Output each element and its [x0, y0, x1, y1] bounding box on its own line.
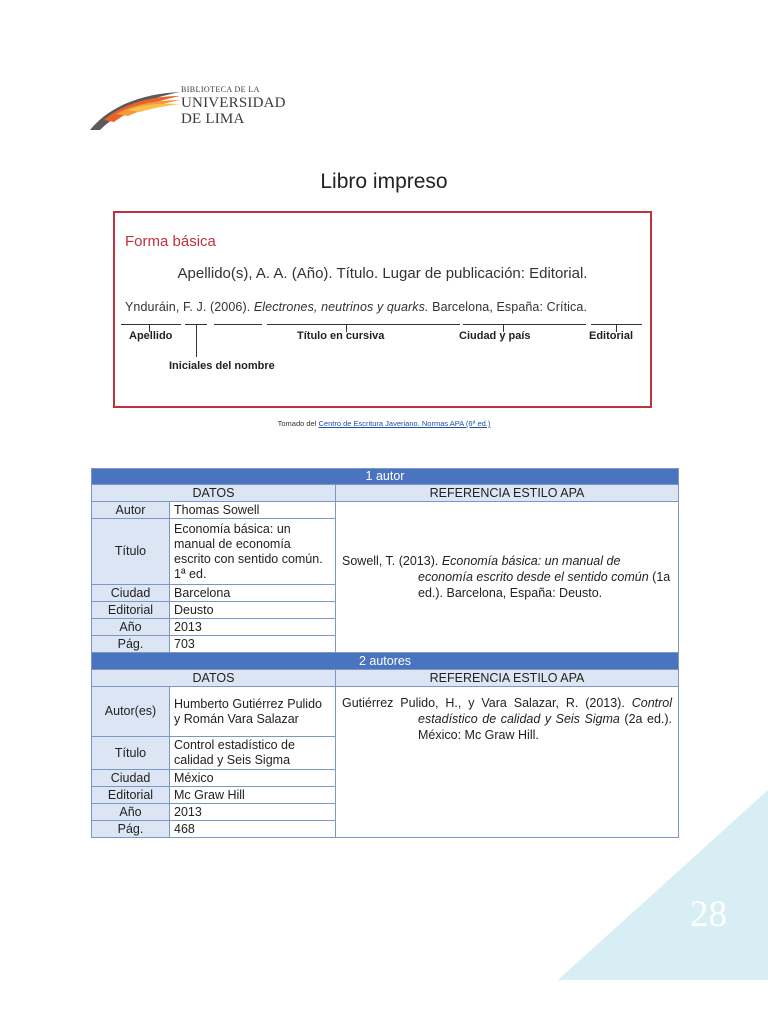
row-value: Humberto Gutiérrez Pulido y Román Vara Salazar [170, 687, 336, 737]
row-value: 468 [170, 821, 336, 838]
logo-line-2: UNIVERSIDAD [181, 95, 286, 111]
row-value: Barcelona [170, 585, 336, 602]
ref-title: Economía básica: un manual de economía escrito desde el sentido común [418, 554, 649, 584]
logo-line-1: BIBLIOTECA DE LA [181, 85, 260, 94]
label-ciudad: Ciudad y país [459, 330, 531, 342]
row-key: Autor(es) [92, 687, 170, 737]
row-key: Pág. [92, 636, 170, 653]
ref-author: Gutiérrez Pulido, H., y Vara Salazar, R. (2013). [342, 696, 632, 710]
example-publisher: Barcelona, España: Crítica. [428, 300, 588, 314]
label-editorial: Editorial [589, 330, 634, 342]
source-prefix: Tomado del [277, 419, 319, 428]
page-number: 28 [690, 894, 727, 935]
section-header-1-autor: 1 autor [92, 469, 679, 485]
logo-line-3: DE LIMA [181, 111, 245, 127]
col-header-referencia: REFERENCIA ESTILO APA [336, 670, 679, 687]
section-header-2-autores: 2 autores [92, 653, 679, 670]
ref-author: Sowell, T. (2013). [342, 554, 442, 568]
row-key: Ciudad [92, 770, 170, 787]
row-value: Economía básica: un manual de economía escrito con sentido común. 1ª ed. [170, 519, 336, 585]
row-value: 2013 [170, 804, 336, 821]
row-key: Editorial [92, 602, 170, 619]
row-value: Mc Graw Hill [170, 787, 336, 804]
row-key: Ciudad [92, 585, 170, 602]
row-value: Deusto [170, 602, 336, 619]
citation-formula: Apellido(s), A. A. (Año). Título. Lugar de publicación: Editorial. [177, 265, 588, 282]
row-key: Pág. [92, 821, 170, 838]
box-title: Forma básica [125, 233, 216, 250]
ref-title: Control estadístico de calidad y Seis Sigma [418, 696, 673, 726]
row-value: Thomas Sowell [170, 502, 336, 519]
example-author: Ynduráin, F. J. (2006). [125, 300, 254, 314]
label-apellido: Apellido [129, 330, 173, 342]
row-value: México [170, 770, 336, 787]
label-iniciales: Iniciales del nombre [169, 360, 275, 372]
col-header-datos: DATOS [92, 670, 336, 687]
col-header-datos: DATOS [92, 485, 336, 502]
row-value: 703 [170, 636, 336, 653]
label-titulo: Título en cursiva [297, 330, 385, 342]
page-title: Libro impreso [320, 170, 448, 193]
ref-rest: (2a ed.). México: Mc Graw Hill. [418, 712, 673, 742]
row-key: Título [92, 519, 170, 585]
row-key: Autor [92, 502, 170, 519]
col-header-referencia: REFERENCIA ESTILO APA [336, 485, 679, 502]
row-value: Control estadístico de calidad y Seis Sigma [170, 737, 336, 770]
row-key: Año [92, 804, 170, 821]
example-title: Electrones, neutrinos y quarks. [253, 300, 429, 314]
row-key: Editorial [92, 787, 170, 804]
ref-rest: (1a ed.). Barcelona, España: Deusto. [418, 570, 671, 600]
row-key: Título [92, 737, 170, 770]
source-link[interactable]: Centro de Escritura Javeriano. Normas APA (6ª ed.) [318, 419, 491, 428]
row-value: 2013 [170, 619, 336, 636]
row-key: Año [92, 619, 170, 636]
